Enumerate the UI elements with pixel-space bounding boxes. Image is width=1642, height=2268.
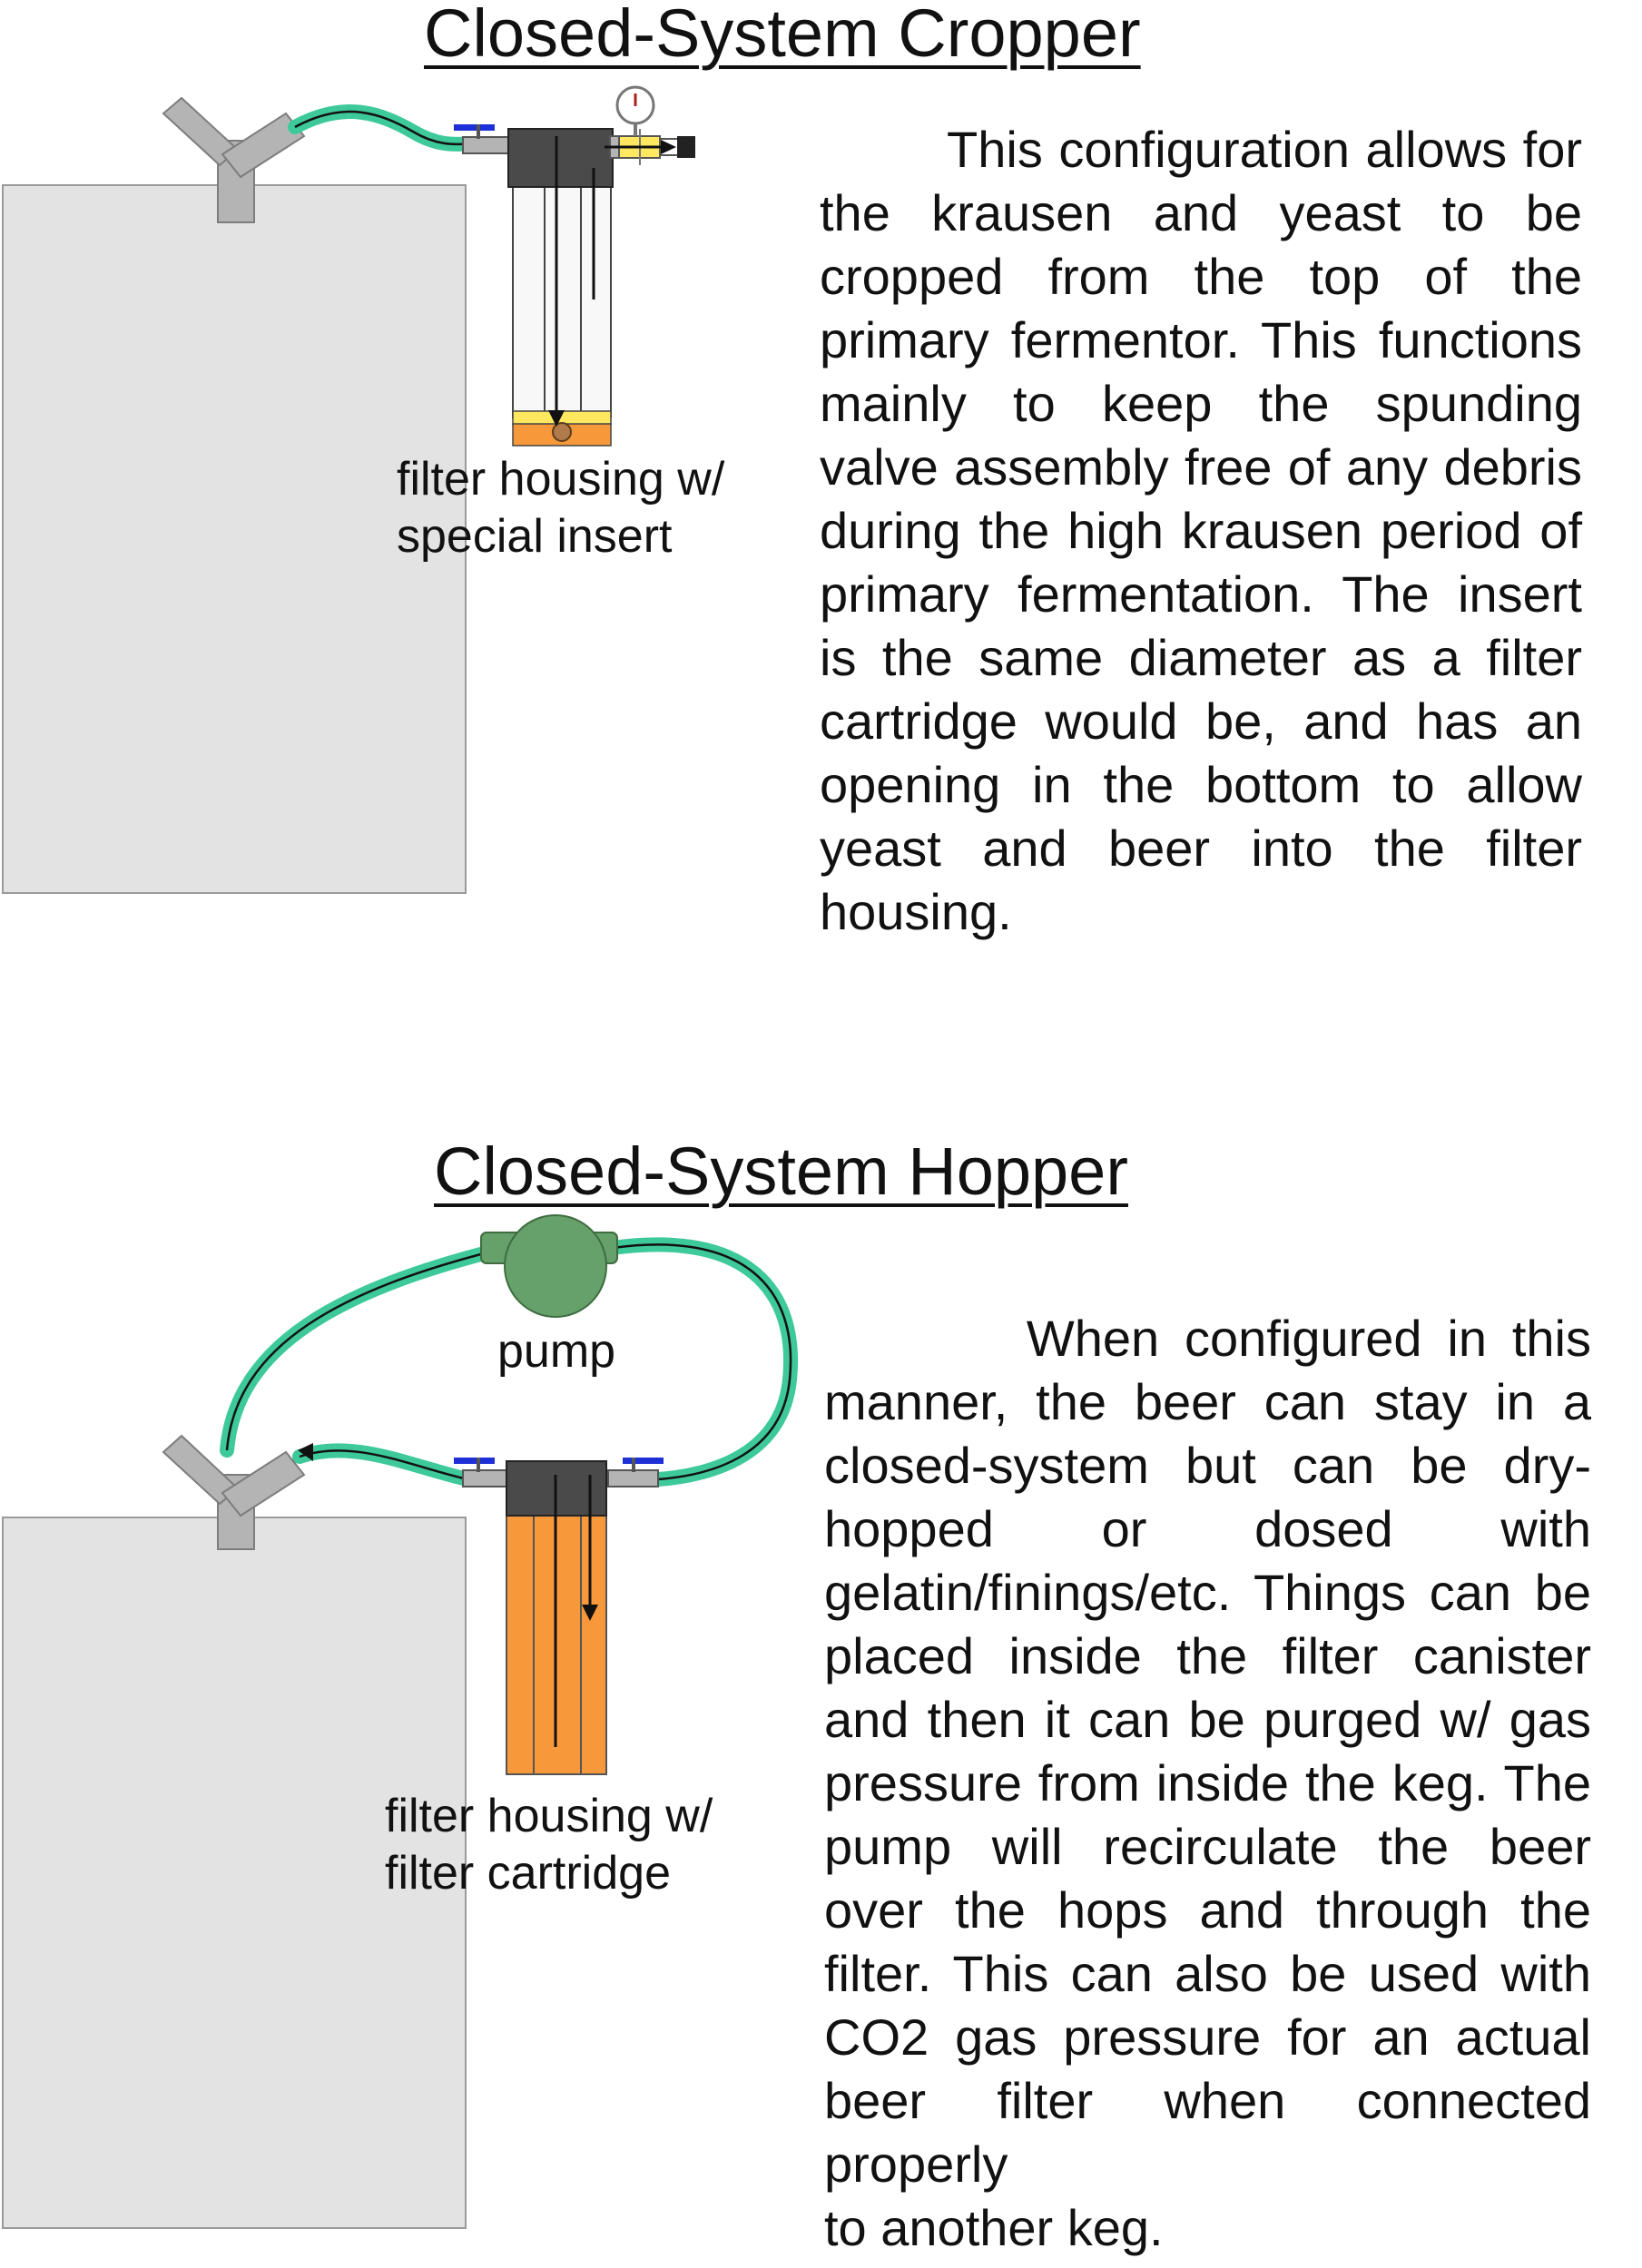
pump-icon[interactable]	[481, 1215, 617, 1317]
cropper-housing-body	[513, 182, 611, 417]
hopper-description	[824, 1307, 1591, 2260]
filter-cartridge	[534, 1511, 581, 1774]
hopper-paragraph-last: to another keg.	[824, 2199, 1164, 2256]
pressure-gauge-icon	[617, 87, 654, 123]
cropper-paragraph: This configuration allows for the krausen and yeast to be cropped from the top of the primary fermentor. This functions mainly to keep the spunding valve assembly free of any debris during the high krausen period of primary fermentation. The insert is the same diameter as a filter cartridge would be, and has an opening in the bottom to allow yeast and beer into the filter	[820, 121, 1582, 877]
hopper-paragraph: When configured in this manner, the beer can stay in a closed-system but can be dry-hopped or dosed with gelatin/finings/etc. Things can be placed inside the filter canister and then it can be purged w/ gas pressure from inside the keg. The pump will recirculate the beer over the hops and through the filter. This can also be used with CO2 gas pressure for an actual beer filter when connected properly	[824, 1310, 1591, 2193]
pump-label: pump	[497, 1325, 616, 1378]
hopper-title: Closed-System Hopper	[434, 1134, 1128, 1209]
cropper-title: Closed-System Cropper	[424, 0, 1141, 71]
hopper-caption-line1: filter housing w/	[385, 1790, 713, 1842]
cropper-description	[820, 118, 1582, 944]
hopper-return-tube	[300, 1450, 467, 1479]
hopper-left-fitting	[463, 1470, 513, 1487]
hopper-right-fitting	[608, 1470, 658, 1487]
cropper-caption-line1: filter housing w/	[397, 453, 725, 506]
hopper-caption-line2: filter cartridge	[385, 1847, 671, 1900]
hopper-filter-caption	[385, 1788, 713, 1902]
hopper-diagram	[3, 1215, 791, 2228]
cropper-filter-caption	[397, 451, 724, 565]
cropper-end-cap	[677, 136, 695, 158]
cropper-paragraph-last: housing.	[820, 883, 1012, 940]
cropper-caption-line2: special insert	[397, 510, 673, 563]
cropper-insert-opening	[553, 423, 571, 441]
cropper-housing-cap	[508, 129, 613, 187]
